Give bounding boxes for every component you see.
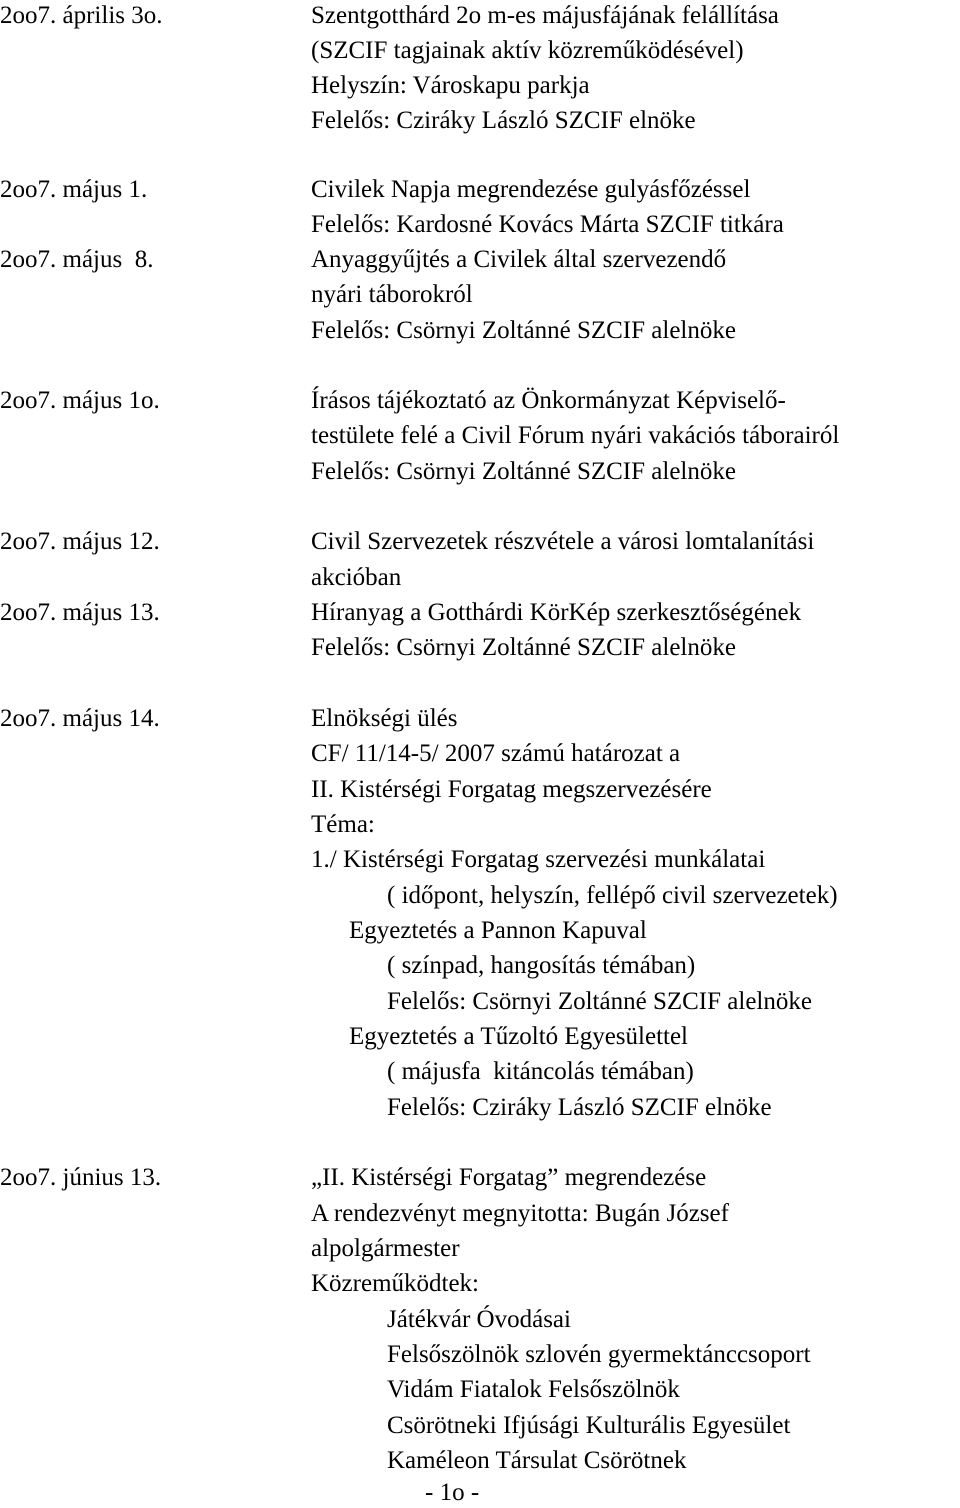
date-2007-05-01: 2oo7. május 1. [0, 176, 148, 203]
responsible-line: Felelős: Cziráky László SZCIF elnöke [387, 1094, 772, 1121]
entry-text-line: testülete felé a Civil Fórum nyári vakációs táborairól [311, 422, 840, 449]
entry-text-line: Elnökségi ülés [311, 705, 458, 732]
entry-text-line: 1./ Kistérségi Forgatag szervezési munkálatai [311, 846, 766, 873]
responsible-line: Felelős: Csörnyi Zoltánné SZCIF alelnöke [311, 458, 736, 485]
entry-text-line: A rendezvényt megnyitotta: Bugán József [311, 1200, 729, 1227]
entry-text-line: Helyszín: Városkapu parkja [311, 72, 590, 99]
responsible-line: Felelős: Cziráky László SZCIF elnöke [311, 107, 696, 134]
entry-text-line: Anyaggyűjtés a Civilek által szervezendő [311, 246, 727, 273]
entry-text-line: nyári táborokról [311, 281, 473, 308]
entry-text-line: (SZCIF tagjainak aktív közreműködésével) [311, 37, 744, 64]
entry-text-line: ( májusfa kitáncolás témában) [387, 1058, 694, 1085]
performer-line: Vidám Fiatalok Felsőszölnök [387, 1376, 680, 1403]
performer-line: Felsőszölnök szlovén gyermektánccsoport [387, 1341, 811, 1368]
entry-text-line: Egyeztetés a Pannon Kapuval [349, 917, 647, 944]
responsible-line: Felelős: Csörnyi Zoltánné SZCIF alelnöke [387, 988, 812, 1015]
responsible-line: Felelős: Csörnyi Zoltánné SZCIF alelnöke [311, 634, 736, 661]
entry-text-line: Civilek Napja megrendezése gulyásfőzéssel [311, 176, 751, 203]
entry-text-line: ( színpad, hangosítás témában) [387, 952, 696, 979]
entry-text-line: alpolgármester [311, 1235, 460, 1262]
responsible-line: Felelős: Kardosné Kovács Márta SZCIF titkára [311, 211, 784, 238]
date-2007-05-12: 2oo7. május 12. [0, 528, 160, 555]
performer-line: Csörötneki Ifjúsági Kulturális Egyesület [387, 1412, 791, 1439]
date-2007-06-13: 2oo7. június 13. [0, 1164, 162, 1191]
entry-text-line: akcióban [311, 564, 402, 591]
entry-text-line: „II. Kistérségi Forgatag” megrendezése [311, 1164, 707, 1191]
entry-text-line: Szentgotthárd 2o m-es májusfájának felállítása [311, 2, 779, 29]
date-2007-05-14: 2oo7. május 14. [0, 705, 160, 732]
entry-text-line: Civil Szervezetek részvétele a városi lomtalanítási [311, 528, 815, 555]
performer-line: Kaméleon Társulat Csörötnek [387, 1447, 687, 1474]
entry-text-line: Közreműködtek: [311, 1270, 480, 1297]
entry-text-line: II. Kistérségi Forgatag megszervezésére [311, 776, 712, 803]
date-2007-05-10: 2oo7. május 1o. [0, 387, 160, 414]
date-2007-05-08: 2oo7. május 8. [0, 246, 154, 273]
entry-text-line: Egyeztetés a Tűzoltó Egyesülettel [349, 1023, 689, 1050]
entry-text-line: Híranyag a Gotthárdi KörKép szerkesztőségének [311, 599, 802, 626]
entry-text-line: CF/ 11/14-5/ 2007 számú határozat a [311, 740, 681, 767]
performer-line: Játékvár Óvodásai [387, 1306, 571, 1333]
page-number: - 1o - [425, 1479, 480, 1506]
date-2007-05-13: 2oo7. május 13. [0, 599, 160, 626]
responsible-line: Felelős: Csörnyi Zoltánné SZCIF alelnöke [311, 317, 736, 344]
entry-text-line: Írásos tájékoztató az Önkormányzat Képviselő- [311, 387, 786, 414]
entry-text-line: ( időpont, helyszín, fellépő civil szervezetek) [387, 882, 838, 909]
entry-text-line: Téma: [311, 811, 375, 838]
date-2007-04-30: 2oo7. április 3o. [0, 2, 163, 29]
